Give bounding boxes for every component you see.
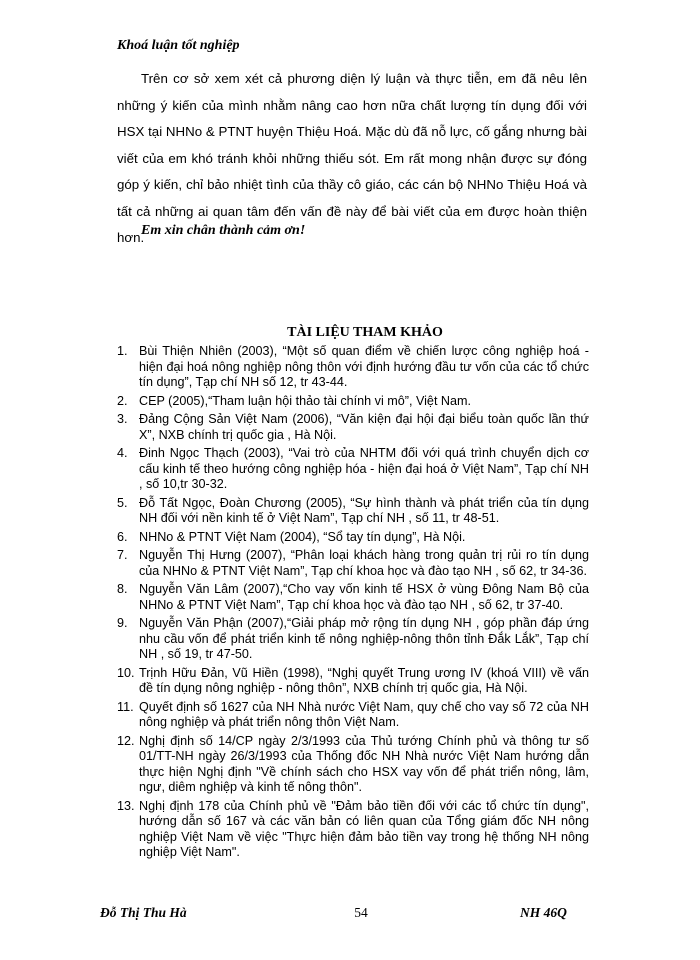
footer-author: Đỗ Thị Thu Hà (100, 905, 187, 920)
reference-item: 7. Nguyễn Thị Hưng (2007), “Phân loại khách hàng trong quản trị rủi ro tín dụng của NHNo & PTNT Việt Nam”, Tạp chí khoa học và đào tạo NH , số 62, tr 34-36. (117, 548, 589, 578)
reference-item: 6. NHNo & PTNT Việt Nam (2004), “Sổ tay tín dụng”, Hà Nội. (117, 529, 466, 544)
page-header: Khoá luận tốt nghiệp (117, 38, 240, 53)
reference-item: 3. Đảng Cộng Sản Việt Nam (2006), “Văn kiện đại hội đại biểu toàn quốc lần thứ X”, NXB chính trị quốc gia , Hà Nội. (117, 412, 589, 442)
reference-item: 5. Đỗ Tất Ngọc, Đoàn Chương (2005), “Sự hình thành và phát triển của tín dụng NH đối với nền kinh tế ở Việt Nam”, Tạp chí NH , số 11, tr 48-51. (117, 495, 589, 525)
reference-item: 1. Bùi Thiện Nhiên (2003), “Một số quan điểm về chiến lược công nghiệp hoá - hiện đại hoá nông nghiệp nông thôn với định hướng đầu tư vốn của các tổ chức tín dụng”, Tạp chí NH số 12, tr 43-44. (117, 344, 589, 389)
thanks-line: Em xin chân thành cảm ơn! (141, 223, 306, 238)
reference-item: 10. Trịnh Hữu Đản, Vũ Hiền (1998), “Nghị quyết Trung ương IV (khoá VIII) về vấn đề tín dụng nông nghiệp - nông thôn”, NXB chính trị quốc gia, Hà Nội. (117, 665, 589, 695)
reference-item: 8. Nguyễn Văn Lâm (2007),“Cho vay vốn kinh tế HSX ở vùng Đông Nam Bộ của NHNo & PTNT Việt Nam”, Tạp chí khoa học và đào tạo NH , số 62, tr 37-40. (117, 582, 589, 612)
reference-item: 12. Nghị định số 14/CP ngày 2/3/1993 của Thủ tướng Chính phủ và thông tư số 01/TT-NH ngày 26/3/1993 của Thống đốc NH Nhà nước Việt Nam hướng dẫn thực hiện Nghị định "Về chính sách cho HSX vay vốn để phát triển nông, lâm, ngư, diêm nghiệp và kinh tế nông thôn". (117, 733, 589, 794)
reference-item: 11. Quyết định số 1627 của NH Nhà nước Việt Nam, quy chế cho vay số 72 của NH nông nghiệp và phát triển nông thôn Việt Nam. (117, 699, 589, 729)
reference-item: 2. CEP (2005),“Tham luận hội thảo tài chính vi mô”, Việt Nam. (117, 393, 472, 408)
references-list (117, 344, 589, 864)
references-title: TÀI LIỆU THAM KHẢO (287, 325, 443, 340)
page-number: 54 (354, 905, 368, 920)
footer-class-code: NH 46Q (520, 905, 567, 920)
reference-item: 4. Đinh Ngọc Thạch (2003), “Vai trò của NHTM đối với quá trình chuyển dịch cơ cấu kinh tế theo hướng công nghiệp hóa - hiện đại hoá ở Việt Nam”, Tạp chí NH , số 10,tr 30-32. (117, 446, 589, 491)
reference-item: 9. Nguyễn Văn Phận (2007),“Giải pháp mở rộng tín dụng NH , góp phần đáp ứng nhu cầu vốn để phát triển kinh tế nông nghiệp-nông thôn tỉnh Đắk Lắk”, Tạp chí NH , số 19, tr 47-50. (117, 616, 589, 661)
reference-item: 13. Nghị định 178 của Chính phủ về "Đảm bảo tiền đối với các tổ chức tín dụng", hướng dẫn số 167 và các văn bản có liên quan của Tổng giám đốc NH nông nghiệp Việt Nam về việc "Thực hiện đảm bảo tiền vay trong hệ thống NH nông nghiệp Việt Nam". (117, 798, 589, 859)
conclusion-text: Trên cơ sở xem xét cả phương diện lý luận và thực tiễn, em đã nêu lên những ý kiến của mình nhằm nâng cao hơn nữa chất lượng tín dụng đối với HSX tại NHNo & PTNT huyện Thiệu Hoá. Mặc dù đã nỗ lực, cố gắng nhưng bài viết của em khó tránh khỏi những thiếu sót. Em rất mong nhận được sự đóng góp ý kiến, chỉ bảo nhiệt tình của thầy cô giáo, các cán bộ NHNo Thiệu Hoá và tất cả những ai quan tâm đến vấn đề này để bài viết của em được hoàn thiện hơn. (117, 71, 587, 245)
